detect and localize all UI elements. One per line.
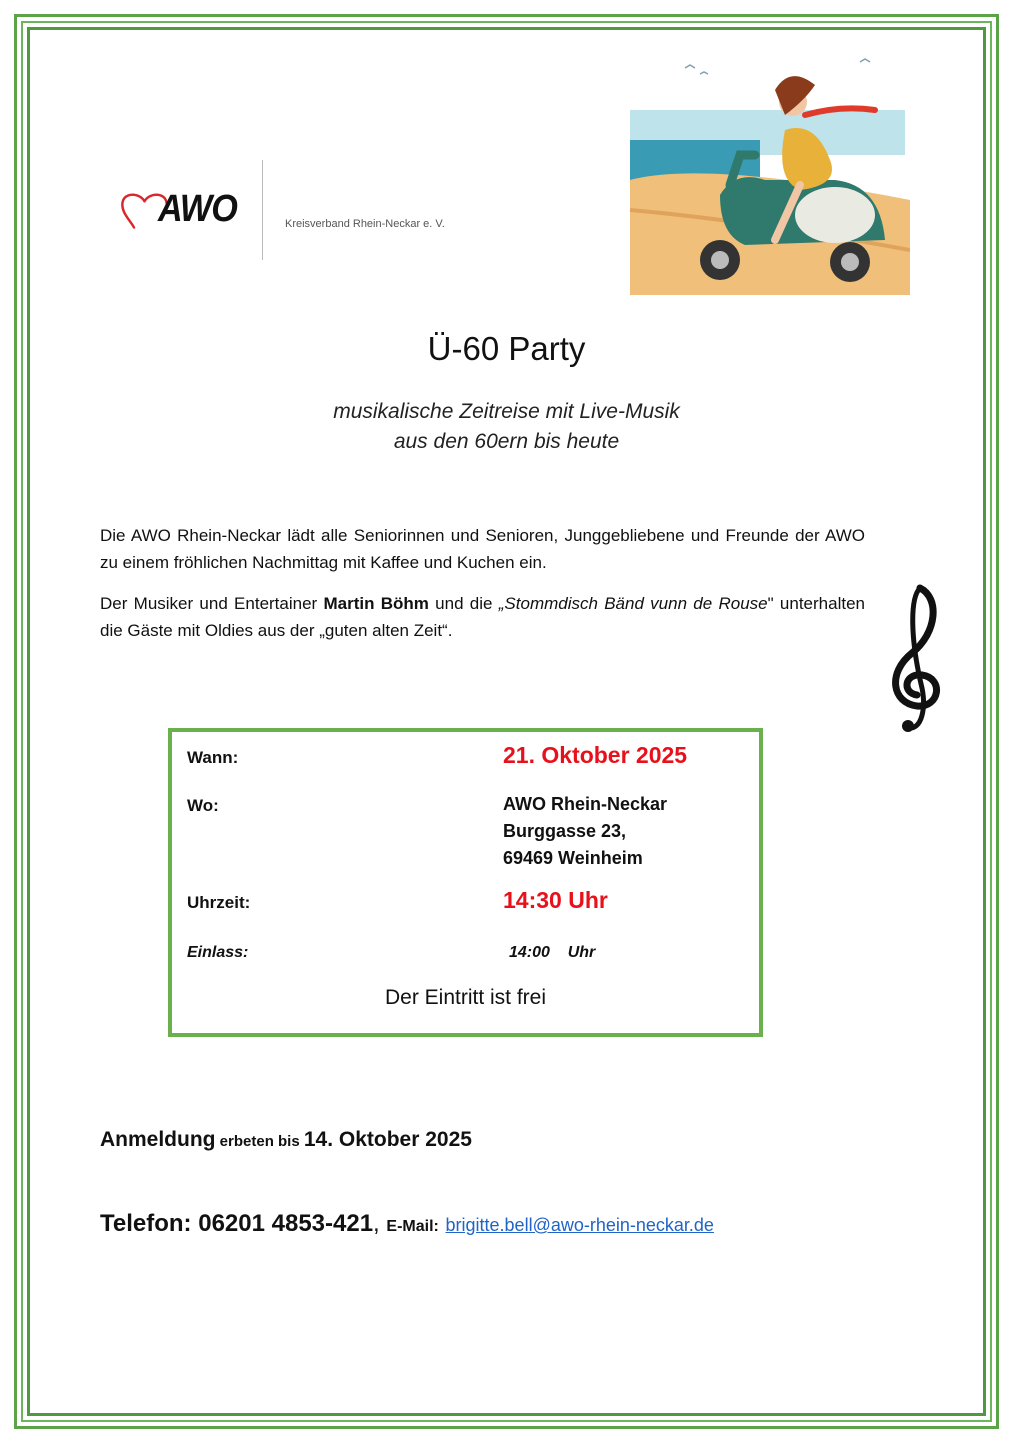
- treble-clef-icon: [882, 578, 952, 740]
- page-title: Ü-60 Party: [427, 330, 586, 367]
- time-label: Uhrzeit:: [187, 893, 251, 912]
- entry-label: Einlass:: [187, 944, 249, 961]
- email-label: E-Mail:: [386, 1218, 439, 1235]
- band-name: „Stommdisch Bänd vunn de Rouse: [498, 594, 768, 613]
- musician-paragraph: Der Musiker und Entertainer Martin Böhm und die „Stommdisch Bänd vunn de Rouse" unterhalten die Gäste mit Oldies aus der „guten alten Zeit“.: [100, 594, 865, 640]
- musician-name: Martin Böhm: [323, 594, 429, 613]
- scooter-illustration: [625, 40, 910, 305]
- event-location: [503, 791, 667, 872]
- location-line-1: AWO Rhein-Neckar: [503, 794, 668, 814]
- contact-line: Telefon: 06201 4853-421, E-Mail: brigitte.bell@awo-rhein-neckar.de: [100, 1210, 714, 1237]
- entry-time: 14:00 Uhr: [509, 944, 596, 961]
- event-time: 14:30 Uhr: [503, 887, 608, 913]
- location-line-2: Burggasse 23,: [503, 821, 627, 841]
- subtitle-line-1: musikalische Zeitreise mit Live-Musik: [333, 400, 680, 423]
- email-link[interactable]: brigitte.bell@awo-rhein-neckar.de: [445, 1215, 714, 1235]
- event-date: 21. Oktober 2025: [503, 742, 688, 768]
- awo-brand-text: AWO: [158, 188, 238, 230]
- registration-deadline: Anmeldung erbeten bis 14. Oktober 2025: [100, 1128, 472, 1151]
- subtitle-line-2: aus den 60ern bis heute: [393, 430, 620, 453]
- logo-divider: [262, 160, 263, 260]
- where-label: Wo:: [187, 796, 219, 815]
- location-line-3: 69469 Weinheim: [503, 848, 643, 868]
- free-entry-note: Der Eintritt ist frei: [384, 986, 547, 1009]
- awo-subtitle: Kreisverband Rhein-Neckar e. V.: [285, 218, 445, 230]
- phone-number: Telefon: 06201 4853-421: [100, 1210, 374, 1237]
- when-label: Wann:: [187, 748, 239, 767]
- intro-paragraph: Die AWO Rhein-Neckar lädt alle Seniorinnen und Senioren, Junggebliebene und Freunde der AWO zu einem fröhlichen Nachmittag mit Kaffee und Kuchen ein.: [100, 526, 865, 572]
